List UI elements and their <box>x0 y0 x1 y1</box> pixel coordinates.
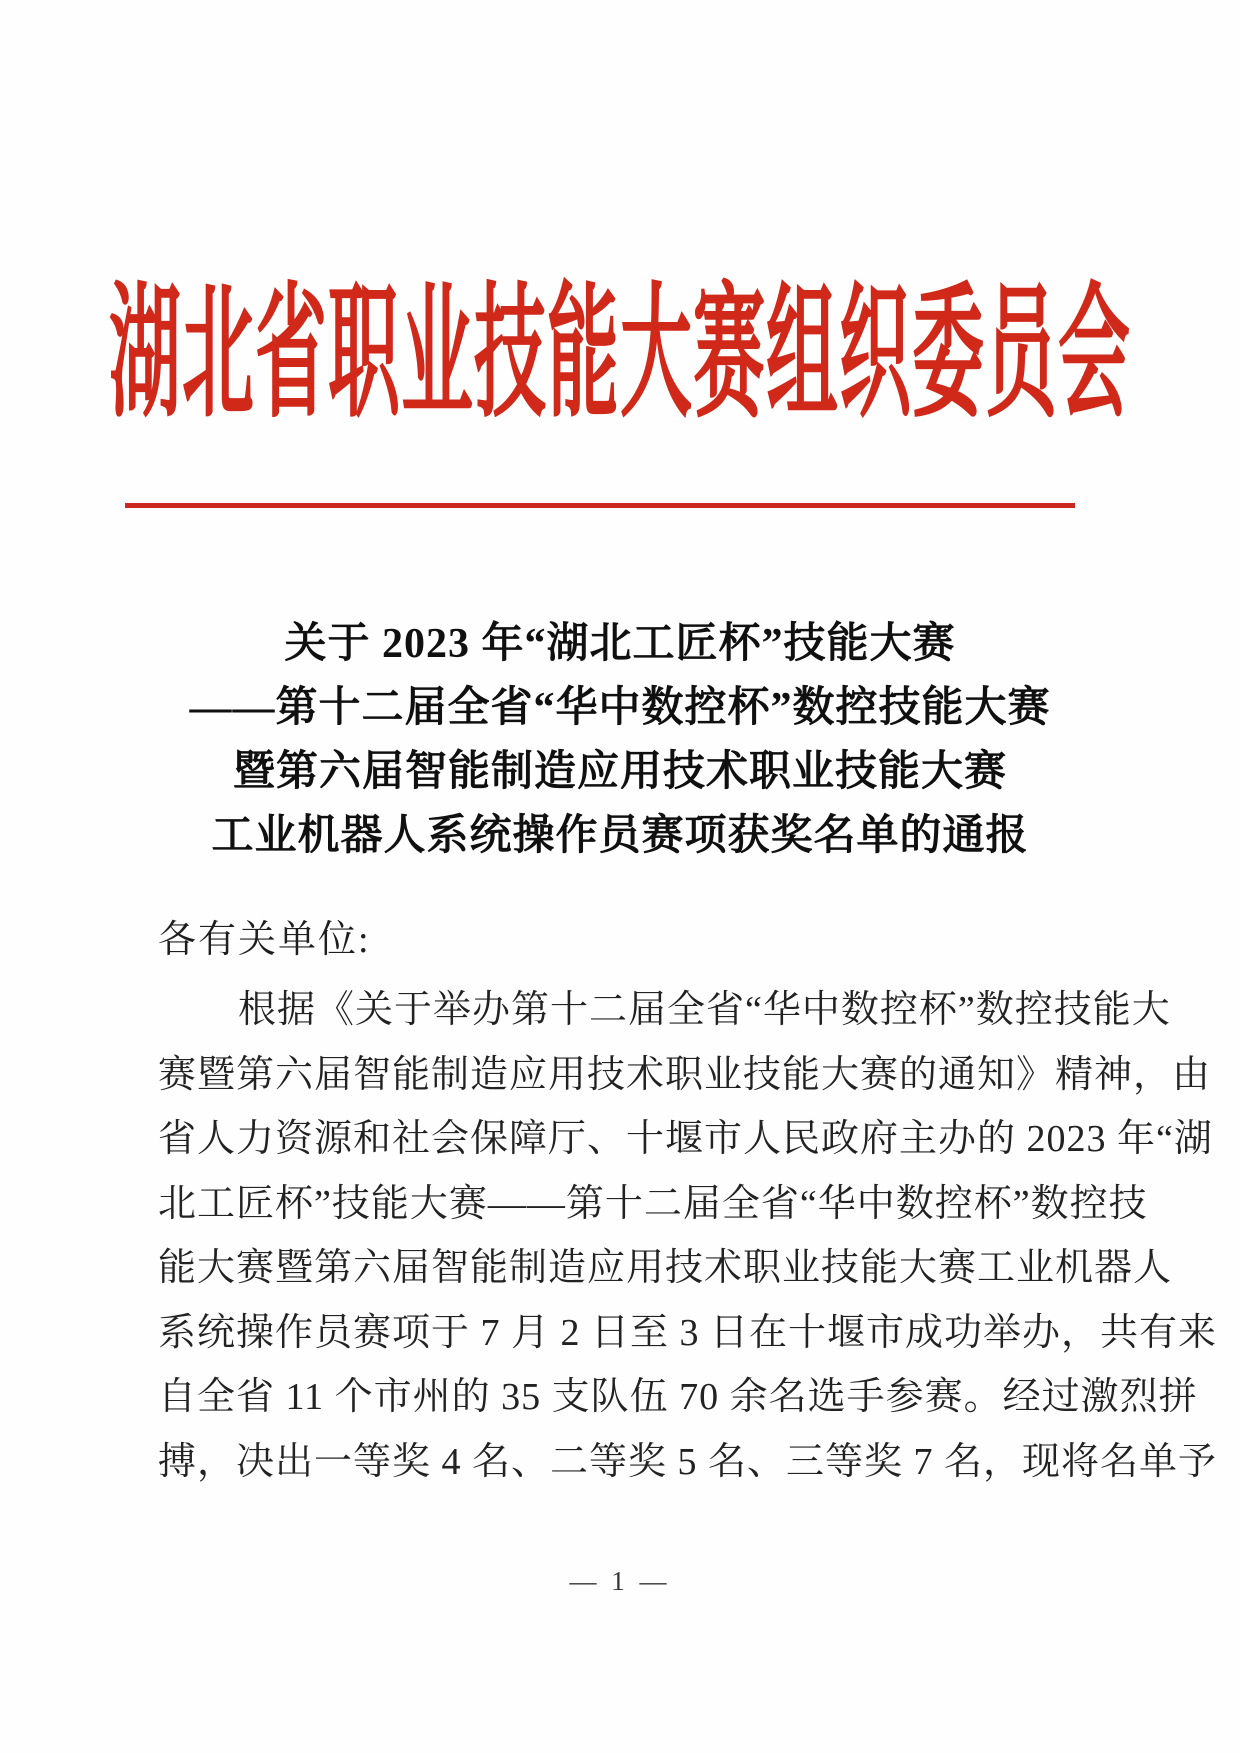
document-title-line-4: 工业机器人系统操作员赛项获奖名单的通报 <box>211 813 1029 859</box>
paragraph-line-1: 根据《关于举办第十二届全省“华中数控杯”数控技能大 <box>238 989 1171 1031</box>
paragraph-line-7: 自全省 11 个市州的 35 支队伍 70 余名选手参赛。经过激烈拼 <box>158 1376 1198 1418</box>
paragraph-line-4: 北工匠杯”技能大赛——第十二届全省“华中数控杯”数控技 <box>158 1182 1148 1225</box>
body-paragraph <box>158 978 1218 1494</box>
paragraph-line-3: 省人力资源和社会保障厅、十堰市人民政府主办的 2023 年“湖 <box>158 1118 1213 1160</box>
paragraph-line-8: 搏，决出一等奖 4 名、二等奖 5 名、三等奖 7 名，现将名单予 <box>158 1440 1218 1483</box>
paragraph-line-6: 系统操作员赛项于 7 月 2 日至 3 日在十堰市成功举办，共有来 <box>158 1311 1218 1354</box>
paragraph-line-5: 能大赛暨第六届智能制造应用技术职业技能大赛工业机器人 <box>158 1247 1173 1289</box>
document-title <box>70 612 1170 868</box>
salutation: 各有关单位: <box>158 919 371 961</box>
page-number: — 1 — <box>569 1566 671 1596</box>
document-title-line-1: 关于 2023 年“湖北工匠杯”技能大赛 <box>284 621 956 667</box>
org-header-title: 湖北省职业技能大赛组织委员会 <box>108 273 1131 436</box>
document-title-line-2: ——第十二届全省“华中数控杯”数控技能大赛 <box>189 685 1051 731</box>
document-title-line-3: 暨第六届智能制造应用技术职业技能大赛 <box>232 749 1007 795</box>
paragraph-line-2: 赛暨第六届智能制造应用技术职业技能大赛的通知》精神，由 <box>158 1053 1212 1096</box>
red-divider-line <box>125 503 1075 508</box>
